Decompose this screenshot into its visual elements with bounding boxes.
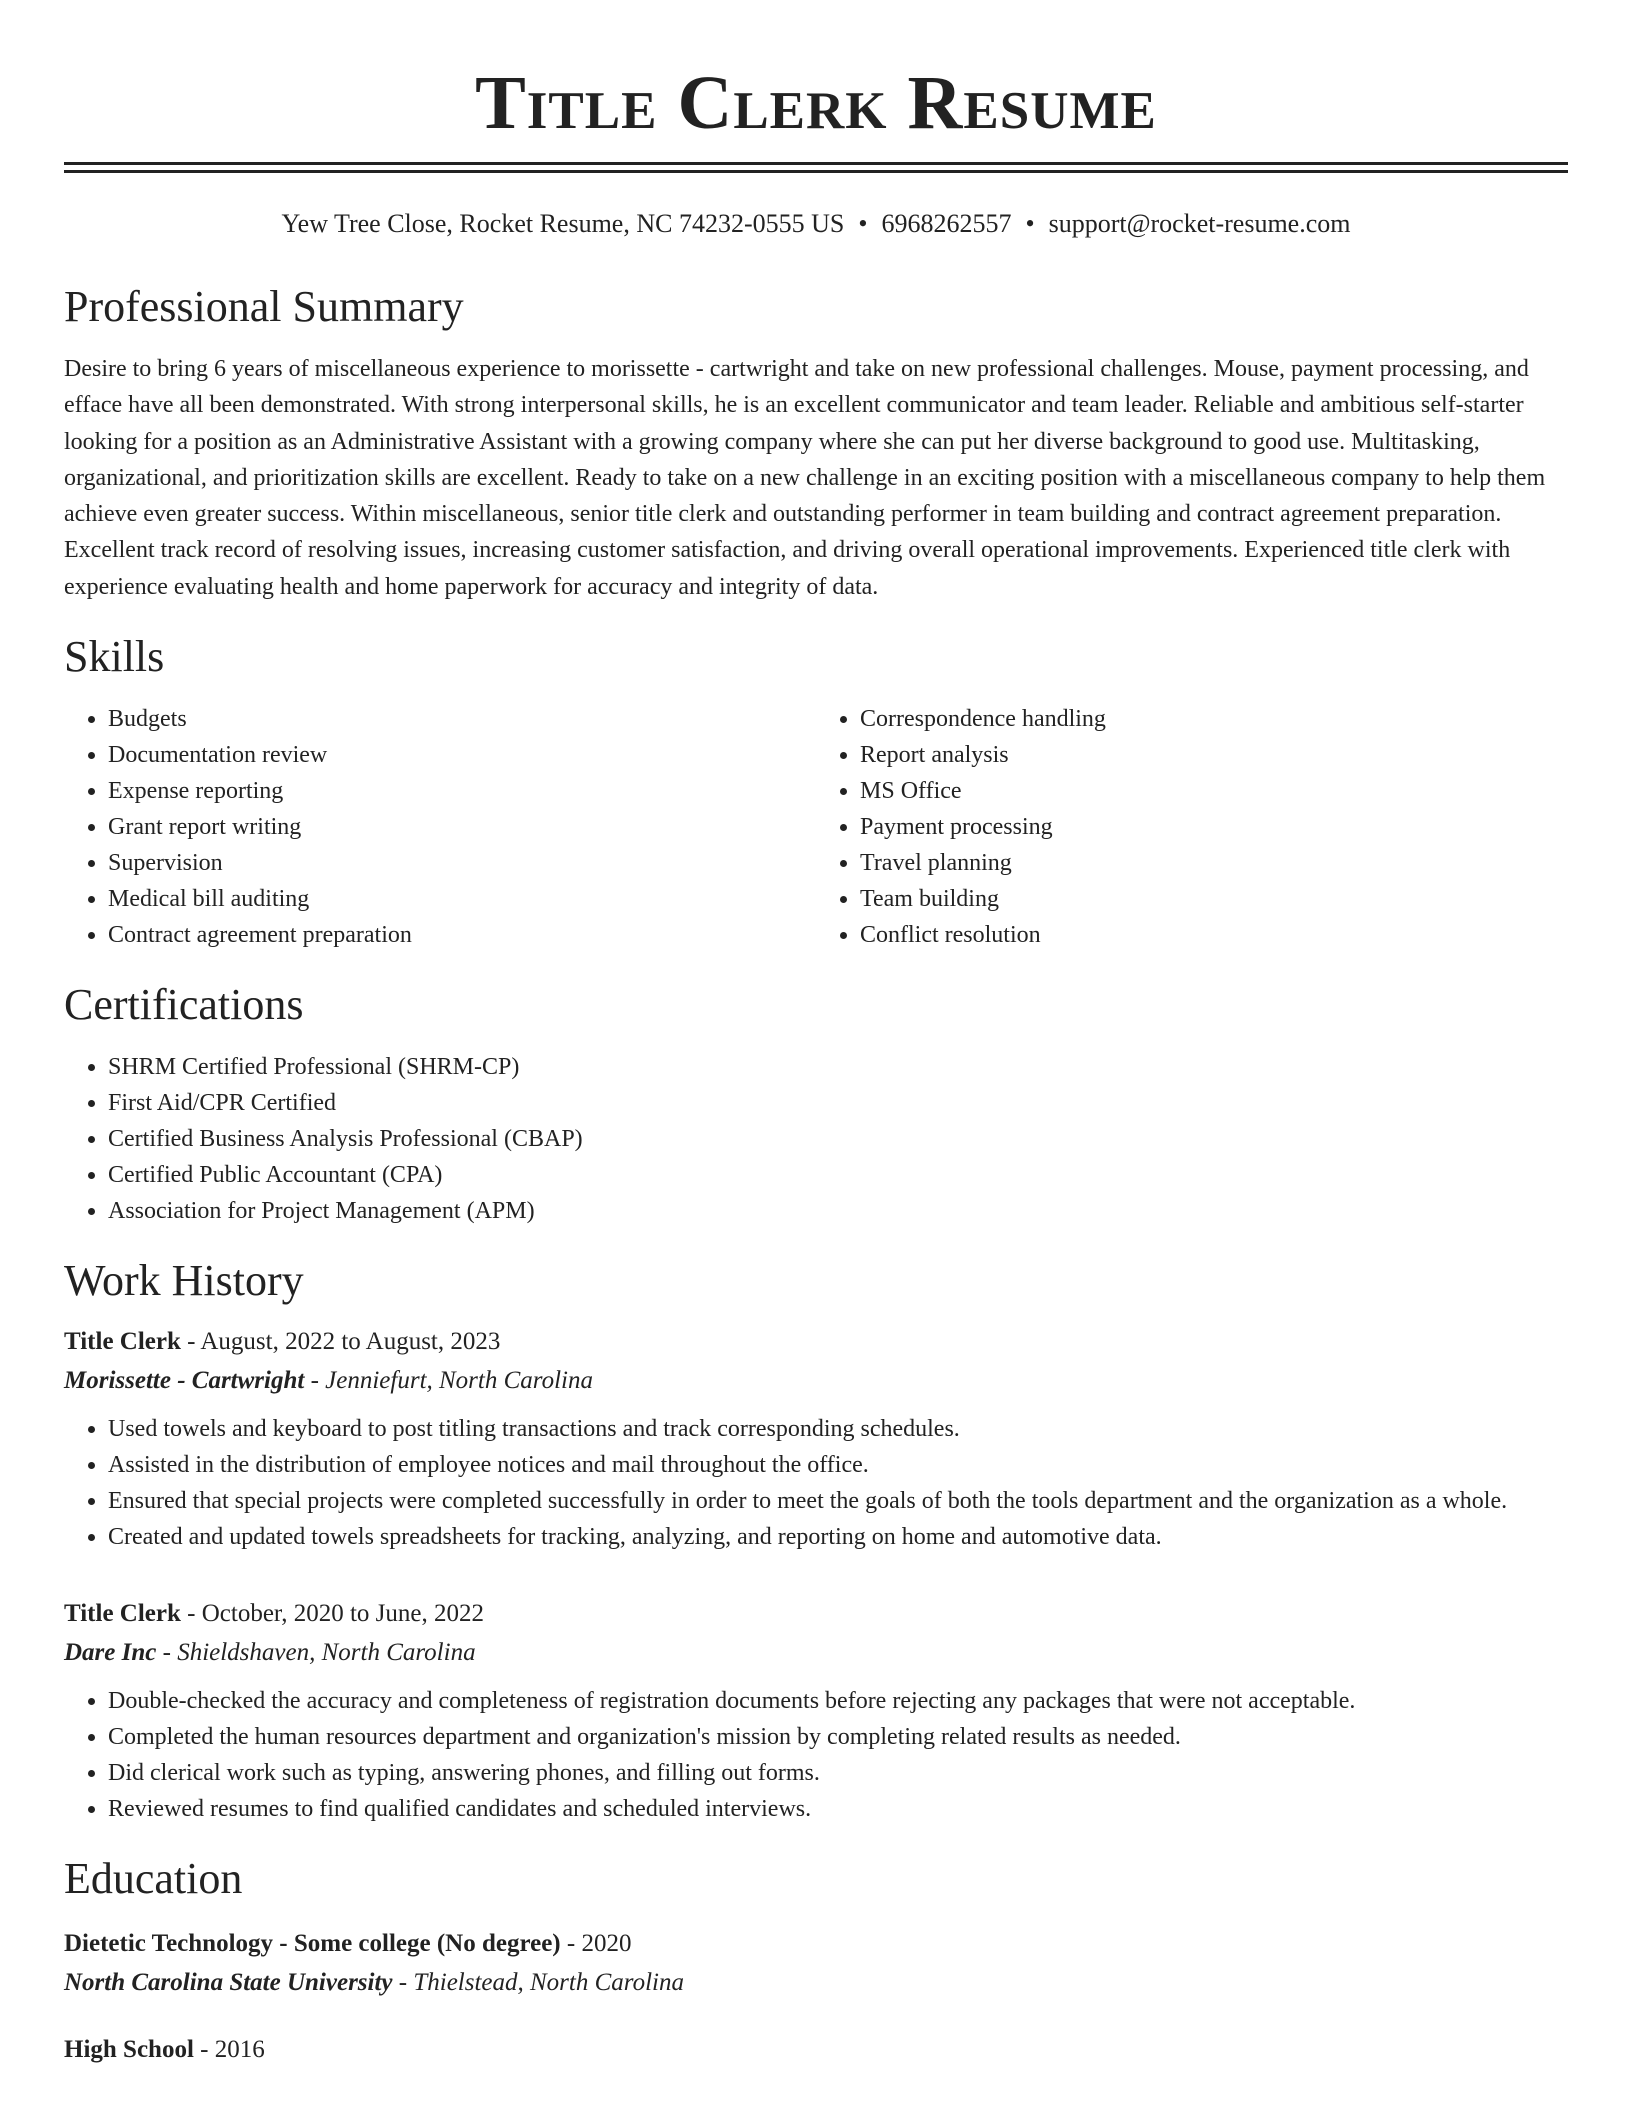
skill-item: • Documentation review — [108, 737, 816, 773]
skill-item: • Expense reporting — [108, 773, 816, 809]
employer-name: Morissette - Cartwright — [64, 1367, 305, 1395]
skill-item: • Payment processing — [860, 809, 1568, 845]
certification-item: • First Aid/CPR Certified — [108, 1085, 1568, 1121]
skills-section — [64, 631, 1568, 953]
skills-list-left — [64, 701, 816, 953]
job-bullet: • Double-checked the accuracy and completeness of registration documents before rejecting any packages that were not acceptable. — [108, 1683, 1568, 1719]
skill-item: • Medical bill auditing — [108, 881, 816, 917]
job-bullet: • Used towels and keyboard to post titling transactions and track corresponding schedules. — [108, 1411, 1568, 1447]
degree-name: Dietetic Technology - Some college (No degree) — [64, 1930, 561, 1958]
skill-item: • Contract agreement preparation — [108, 917, 816, 953]
certification-item: • SHRM Certified Professional (SHRM-CP) — [108, 1049, 1568, 1085]
skill-item: • Supervision — [108, 845, 816, 881]
job-title: Title Clerk — [64, 1600, 181, 1628]
education-entry — [64, 1925, 1568, 2003]
section-heading-education: Education — [64, 1854, 243, 1904]
job-entry — [64, 1323, 1568, 1555]
skills-list-right — [816, 701, 1568, 953]
skill-item: • Report analysis — [860, 737, 1568, 773]
employer-name: Dare Inc — [64, 1639, 157, 1667]
contact-separator: • — [1025, 209, 1035, 238]
contact-address: Yew Tree Close, Rocket Resume, NC 74232-0555 US — [281, 209, 845, 238]
certifications-section — [64, 979, 1568, 1229]
school-line: North Carolina State University - Thielstead, North Carolina — [64, 1969, 684, 1997]
employer-location: Jenniefurt, North Carolina — [325, 1367, 593, 1395]
skill-item: • Travel planning — [860, 845, 1568, 881]
title-divider — [64, 162, 1568, 173]
job-bullet: • Did clerical work such as typing, answering phones, and filling out forms. — [108, 1755, 1568, 1791]
skill-item: • MS Office — [860, 773, 1568, 809]
job-bullet: • Assisted in the distribution of employee notices and mail throughout the office. — [108, 1447, 1568, 1483]
job-title-line: Title Clerk - August, 2022 to August, 2023 — [64, 1328, 501, 1356]
job-dates: August, 2022 to August, 2023 — [200, 1328, 501, 1356]
contact-email: support@rocket-resume.com — [1048, 209, 1351, 238]
degree-line: Dietetic Technology - Some college (No degree) - 2020 — [64, 1930, 632, 1958]
certification-item: • Certified Public Accountant (CPA) — [108, 1157, 1568, 1193]
section-heading-work-history: Work History — [64, 1256, 304, 1306]
school-name: North Carolina State University — [64, 1969, 393, 1997]
job-title: Title Clerk — [64, 1328, 181, 1356]
job-title-line: Title Clerk - October, 2020 to June, 2022 — [64, 1600, 485, 1628]
section-heading-skills: Skills — [64, 632, 165, 682]
section-heading-certifications: Certifications — [64, 980, 304, 1030]
degree-line: High School - 2016 — [64, 2036, 265, 2064]
job-bullets — [64, 1411, 1568, 1555]
work-history-section — [64, 1255, 1568, 1827]
employer-line: Morissette - Cartwright - Jenniefurt, North Carolina — [64, 1367, 593, 1395]
job-entry — [64, 1595, 1568, 1827]
employer-location: Shieldshaven, North Carolina — [177, 1639, 476, 1667]
job-dates: October, 2020 to June, 2022 — [201, 1600, 485, 1628]
education-entry — [64, 2031, 1568, 2069]
contact-phone: 6968262557 — [881, 209, 1012, 238]
job-bullet: • Completed the human resources department and organization's mission by completing related results as needed. — [108, 1719, 1568, 1755]
job-bullets — [64, 1683, 1568, 1827]
skill-item: • Conflict resolution — [860, 917, 1568, 953]
section-heading-summary: Professional Summary — [64, 282, 464, 331]
degree-year: 2016 — [214, 2036, 265, 2064]
summary-text: Desire to bring 6 years of miscellaneous experience to morissette - cartwright and take on new professional challenges. Mouse, payment processing, and efface have all been demonstrated. With strong interpersonal skills, he is an excellent communicator and team leader. Reliable and ambitious self-starter looking for a position as an Administrative Assistant with a growing company where she can put her diverse background to good use. Multitasking, organizational, and prioritization skills are excellent. Ready to take on a new challenge in an exciting position with a miscellaneous company to help them achieve even greater success. Within miscellaneous, senior title clerk and outstanding performer in team building and contract agreement preparation. Excellent track record of resolving issues, increasing customer satisfaction, and driving overall operational improvements. Experienced title clerk with experience evaluating health and home paperwork for accuracy and integrity of data. — [64, 356, 1546, 600]
skill-item: • Team building — [860, 881, 1568, 917]
professional-summary-section — [64, 281, 1568, 605]
contact-line — [64, 207, 1568, 241]
skill-item: • Correspondence handling — [860, 701, 1568, 737]
degree-year: 2020 — [581, 1930, 632, 1958]
certification-item: • Association for Project Management (APM) — [108, 1193, 1568, 1229]
certification-item: • Certified Business Analysis Professional (CBAP) — [108, 1121, 1568, 1157]
employer-line: Dare Inc - Shieldshaven, North Carolina — [64, 1639, 476, 1667]
school-location: Thielstead, North Carolina — [413, 1969, 684, 1997]
skill-item: • Grant report writing — [108, 809, 816, 845]
job-bullet: • Reviewed resumes to find qualified candidates and scheduled interviews. — [108, 1791, 1568, 1827]
contact-separator: • — [858, 209, 868, 238]
skill-item: • Budgets — [108, 701, 816, 737]
page-title: Title Clerk Resume — [475, 61, 1157, 145]
job-bullet: • Created and updated towels spreadsheets for tracking, analyzing, and reporting on home and automotive data. — [108, 1519, 1568, 1555]
skills-columns — [64, 701, 1568, 953]
certifications-list — [64, 1049, 1568, 1229]
education-section — [64, 1853, 1568, 2069]
job-bullet: • Ensured that special projects were completed successfully in order to meet the goals of both the tools department and the organization as a whole. — [108, 1483, 1568, 1519]
degree-name: High School — [64, 2036, 194, 2064]
